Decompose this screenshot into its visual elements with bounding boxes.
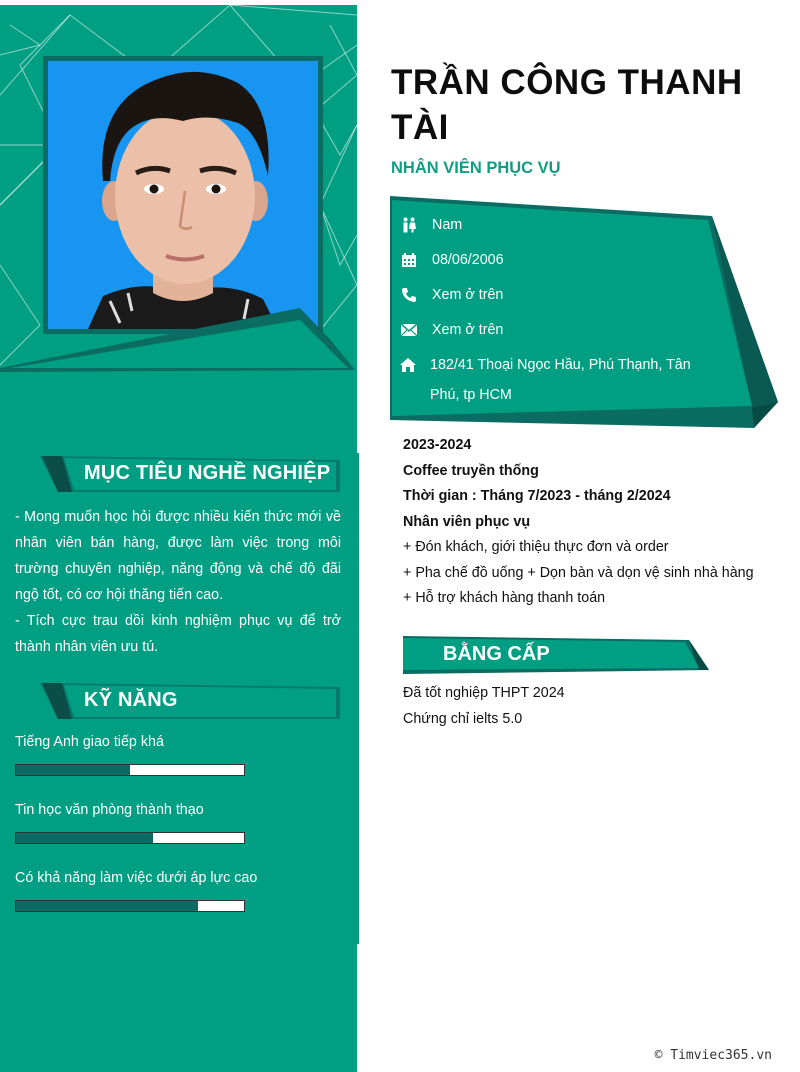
objective-header (40, 454, 340, 494)
degrees-title: BẰNG CẤP (443, 643, 550, 665)
footer-copyright: © Timviec365.vn (654, 1048, 772, 1063)
phone-icon (400, 286, 418, 304)
skill-bar-fill (16, 833, 153, 843)
gender-icon (400, 216, 418, 234)
contact-phone (400, 286, 503, 310)
contact-birthday (400, 251, 504, 275)
contact-gender (400, 216, 462, 240)
experience-position: Nhân viên phục vụ (403, 513, 531, 530)
degree-item: Đã tốt nghiệp THPT 2024 (403, 685, 565, 701)
skills-header (40, 681, 340, 721)
skill-bar (15, 764, 245, 776)
profile-photo (48, 61, 318, 329)
objective-line-2: - Tích cực trau dồi kinh nghiệm phục vụ để trở thành nhân viên ưu tú. (15, 613, 341, 655)
experience-section (403, 435, 783, 614)
experience-period: 2023-2024 (403, 437, 472, 453)
portrait-illustration (48, 61, 318, 329)
degree-item: Chứng chỉ ielts 5.0 (403, 711, 523, 727)
skill-name: Tin học văn phòng thành thạo (15, 802, 204, 818)
skill-item (15, 870, 345, 892)
candidate-name: TRẦN CÔNG THANH TÀI (391, 63, 743, 147)
contact-value: Xem ở trên (432, 287, 504, 303)
skill-item (15, 734, 345, 756)
contact-email (400, 321, 503, 345)
skill-name: Tiếng Anh giao tiếp khá (15, 734, 164, 750)
home-icon (400, 356, 416, 374)
job-title: NHÂN VIÊN PHỤC VỤ (391, 159, 561, 177)
objective-line-1: - Mong muốn học hỏi được nhiều kiến thức mới về nhân viên bán hàng, được làm việc trong môi trường chuyên nghiệp, năng động và chế độ đãi ngộ tốt, có cơ hội thăng tiến cao. (15, 509, 341, 603)
contact-value: Nam (432, 217, 463, 233)
skill-bar (15, 900, 245, 912)
experience-duty: + Hỗ trợ khách hàng thanh toán (403, 590, 606, 606)
skill-bar-fill (16, 901, 198, 911)
experience-duty: + Pha chế đồ uống + Dọn bàn và dọn vệ sinh nhà hàng (403, 564, 754, 581)
objective-title: MỤC TIÊU NGHỀ NGHIỆP (84, 462, 331, 484)
experience-duty: + Đón khách, giới thiệu thực đơn và order (403, 539, 669, 555)
degrees-header (403, 636, 713, 676)
calendar-icon (400, 251, 418, 269)
skill-name: Có khả năng làm việc dưới áp lực cao (15, 870, 258, 886)
contact-info-panel (390, 196, 780, 428)
contact-value: 08/06/2006 (432, 252, 504, 268)
header-block (391, 60, 771, 178)
contact-address (400, 356, 700, 410)
photo-ribbon-decoration (0, 300, 360, 380)
contact-value: 182/41 Thoại Ngọc Hầu, Phú Thạnh, Tân Phú, tp HCM (430, 357, 691, 403)
skill-bar-fill (16, 765, 130, 775)
contact-value: Xem ở trên (432, 322, 504, 338)
experience-duration: Thời gian : Tháng 7/2023 - tháng 2/2024 (403, 488, 671, 504)
skills-title: KỸ NĂNG (84, 689, 178, 711)
envelope-icon (400, 321, 418, 339)
skill-bar (15, 832, 245, 844)
degrees-list (403, 685, 565, 737)
sidebar-strip (357, 453, 359, 944)
experience-company: Coffee truyền thống (403, 462, 539, 479)
skill-item (15, 802, 345, 824)
objective-text (15, 504, 341, 660)
profile-photo-frame (43, 56, 323, 334)
